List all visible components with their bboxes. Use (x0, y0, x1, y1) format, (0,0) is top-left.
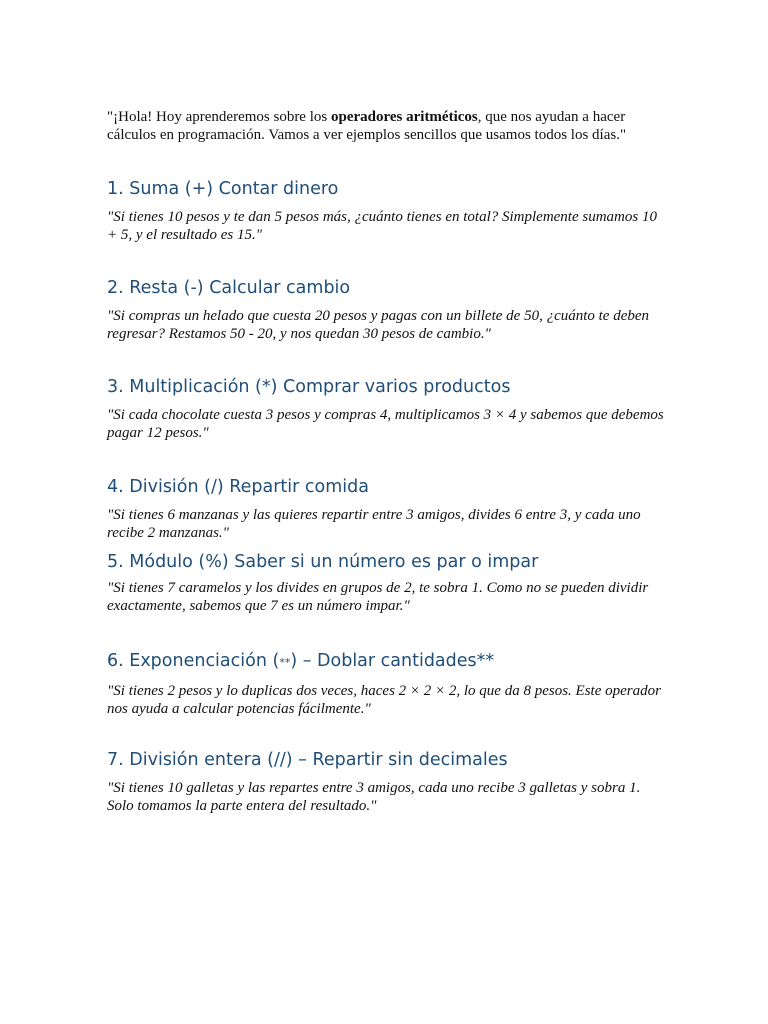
intro-text-start: "¡Hola! Hoy aprenderemos sobre los (107, 109, 331, 125)
section-heading: 4. División (/) Repartir comida (107, 477, 369, 497)
section-quote: "Si tienes 6 manzanas y las quieres repartir entre 3 amigos, divides 6 entre 3, y cada uno recibe 2 manzanas." (107, 507, 641, 541)
section-suma (107, 178, 667, 244)
section-quote: "Si tienes 10 pesos y te dan 5 pesos más, ¿cuánto tienes en total? Simplemente sumamos 10 + 5, y el resultado es 15." (107, 209, 657, 243)
section-division-entera (107, 749, 667, 815)
intro-paragraph (107, 108, 667, 144)
heading-text-end: ) – Doblar cantidades** (290, 651, 495, 671)
section-heading: 3. Multiplicación (*) Comprar varios productos (107, 377, 511, 397)
section-quote: "Si tienes 10 galletas y las repartes entre 3 amigos, cada uno recibe 3 galletas y sobra 1. Solo tomamos la parte entera del resultado." (107, 780, 641, 814)
intro-bold-term: operadores aritméticos (330, 109, 478, 125)
section-quote: "Si compras un helado que cuesta 20 pesos y pagas con un billete de 50, ¿cuánto te deben regresar? Restamos 50 - 20, y nos quedan 30 pesos de cambio." (107, 308, 650, 342)
section-heading: 7. División entera (//) – Repartir sin decimales (107, 750, 508, 770)
heading-operator: ** (279, 656, 291, 669)
section-heading: 5. Módulo (%) Saber si un número es par o impar (107, 552, 539, 572)
section-resta (107, 277, 667, 343)
heading-text-start: 6. Exponenciación ( (107, 651, 280, 671)
section-multiplicacion (107, 376, 667, 442)
section-heading: 1. Suma (+) Contar dinero (107, 179, 339, 199)
section-division (107, 476, 667, 542)
section-quote: "Si cada chocolate cuesta 3 pesos y compras 4, multiplicamos 3 × 4 y sabemos que debemos pagar 12 pesos." (107, 407, 664, 441)
section-heading (107, 650, 667, 674)
section-quote: "Si tienes 2 pesos y lo duplicas dos veces, haces 2 × 2 × 2, lo que da 8 pesos. Este operador nos ayuda a calcular potencias fácilmente." (107, 683, 661, 717)
section-exponenciacion (107, 650, 667, 718)
section-heading: 2. Resta (-) Calcular cambio (107, 278, 351, 298)
intro-text-end: , que nos ayudan a hacer cálculos en programación. Vamos a ver ejemplos sencillos que usamos todos los días." (107, 109, 627, 143)
section-modulo (107, 551, 667, 615)
section-quote: "Si tienes 7 caramelos y los divides en grupos de 2, te sobra 1. Como no se pueden dividir exactamente, sabemos que 7 es un número impar." (107, 580, 649, 614)
